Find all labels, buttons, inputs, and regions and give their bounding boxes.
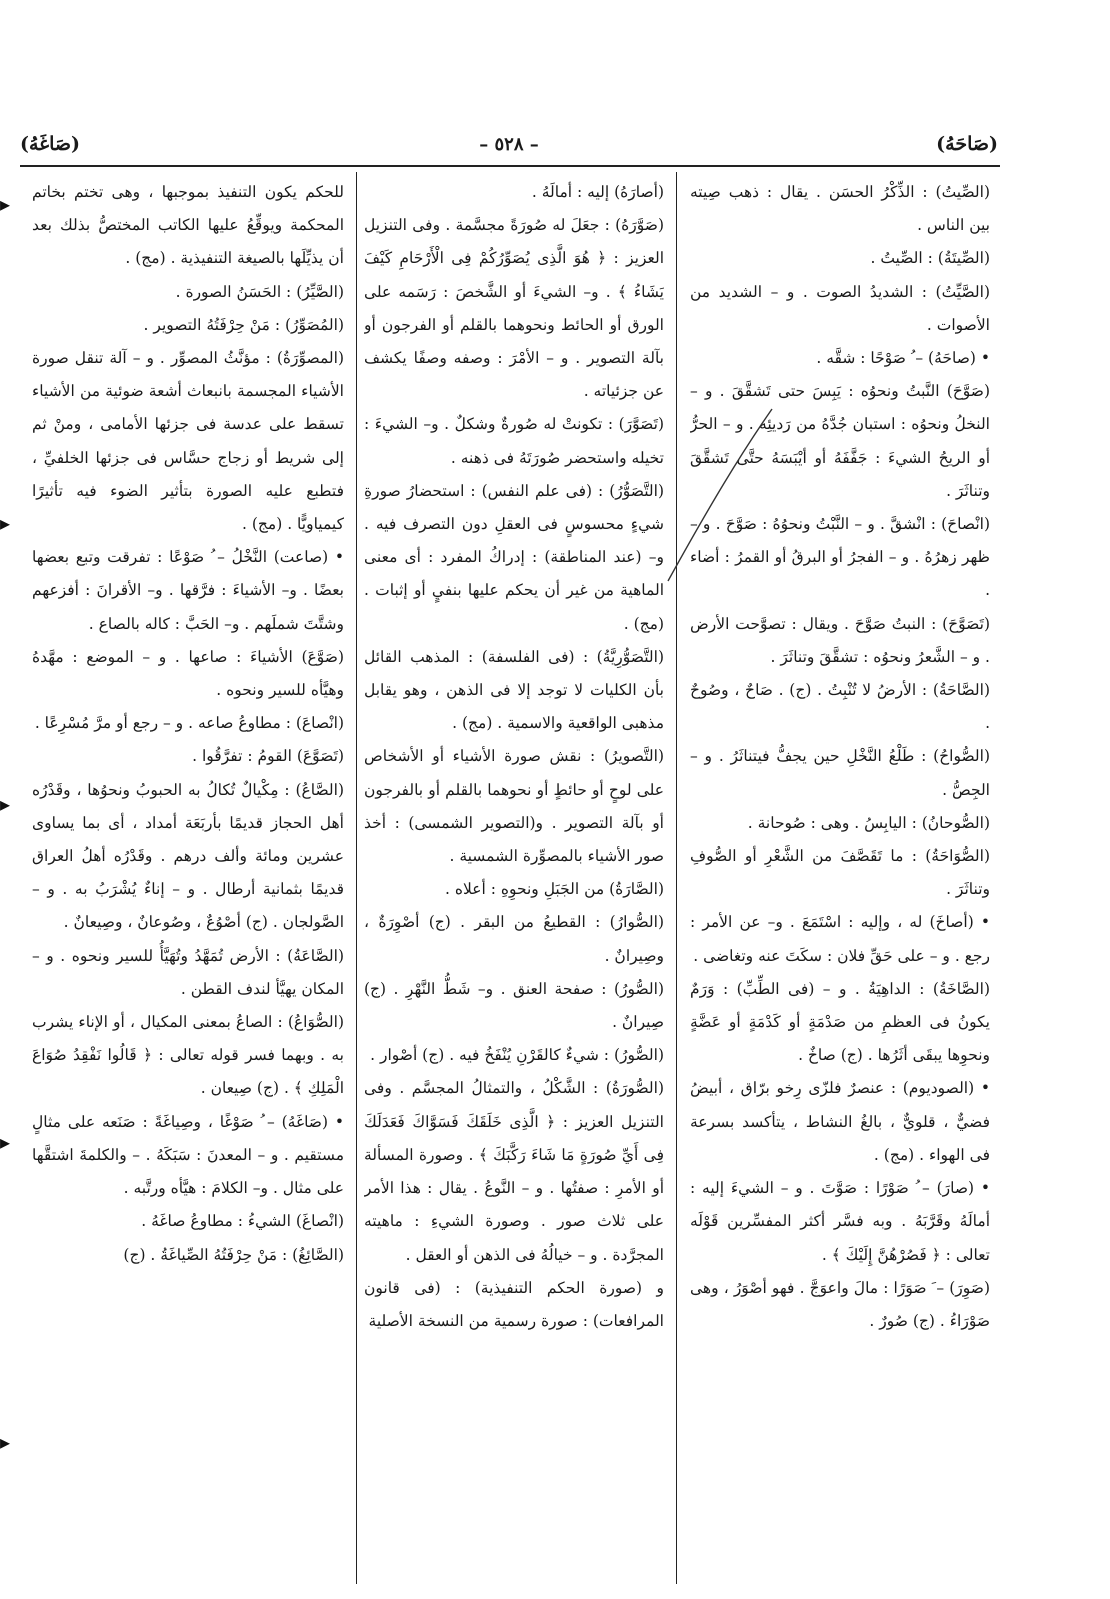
column-middle <box>364 176 664 1588</box>
column-divider <box>356 172 357 1584</box>
entry: (انْصاغَ) الشيءُ : مطاوعُ صاغَهُ . <box>141 1212 344 1231</box>
column-divider <box>676 172 677 1584</box>
entry: (الصِّيتَةُ) : الصِّيتُ . <box>870 249 990 268</box>
entry: (الصُّوارُ) : القطيعُ من البقر . (ج) أصْوِرَةٌ ، وصِيرانٌ . <box>364 913 664 965</box>
entry: (الصُّورُ) : صفحة العنق . و– شَطُّ النَّهْرِ . (ج) صِيرانٌ . <box>364 979 664 1032</box>
entry: (الصُّورُ) : شيءٌ كالقَرْنِ يُنْفَخُ فيه . (ج) أصْوار . <box>370 1046 664 1065</box>
entry: (انْصاعَ) : مطاوعُ صاعه . و – رجع أو مرَّ مُسْرِعًا . <box>34 714 344 733</box>
entry: (التَّصَوُّرِيَّةُ) : (فى الفلسفة) : المذهب القائل بأن الكليات لا توجد إلا فى الذهن ، وهو يقابل مذهبى الواقعية والاسمية . (مج) . <box>364 647 664 733</box>
entry: (الصُّوَاعُ) : الصاعُ بمعنى المكيال ، أو الإناء يشرب به . وبهما فسر قوله تعالى : ﴿ قَالُوا نَفْقِدُ صُوَاعَ الْمَلِكِ ﴾ . (ج) صِيعان . <box>32 1013 344 1098</box>
column-left <box>32 176 344 1588</box>
page-header <box>20 124 998 164</box>
entry: (التَّصَوُّرُ) : (فى علم النفس) : استحضارُ صورةِ شيءٍ محسوسٍ فى العقلِ دون التصرف فيه . و– (عند المناطقة) : إدراكُ المفرد : أى معنى الماهية من غير أن يحكم عليها بنفيٍ أو إثبات . (مج) . <box>364 481 664 633</box>
entry: (الصِّيتُ) : الذِّكْرُ الحسَن . يقال : ذهب صِيته بين الناس . <box>690 183 990 235</box>
page-number: – ٥٢٨ – <box>479 133 539 155</box>
entry: • (صارَ) – ُ صَوْرًا : صَوَّتَ . و – الشيءَ إليه : أمالَهُ وقَرَّبَهُ . وبه فسَّر أكثر المفسِّرين قَوْلَه تعالى : ﴿ فَصُرْهُنَّ إِلَيْكَ ﴾ . <box>690 1179 990 1264</box>
entry: (صَوِرَ) – َ صَوَرًا : مالَ واعوَجَّ . فهو أصْوَرُ ، وهى صَوْرَاءُ . (ج) صُورٌ . <box>690 1278 990 1330</box>
entry: للحكم يكون التنفيذ بموجبها ، وهى تختم بخاتم المحكمة ويوقِّعُ عليها الكاتب المختصُّ بذلك بعد أن يذيِّلَها بالصيغة التنفيذية . (مج) . <box>32 183 344 268</box>
entry: • (صاحَهُ) – ُ صَوْحًا : شقَّه . <box>816 349 990 368</box>
entry: (التَّصويرُ) : نقش صورة الأشياء أو الأشخاص على لوحٍ أو حائطٍ أو نحوهما بالقلم أو بالفرجون أو بآلة التصوير . و(التصوير الشمسى) : أخذ صور الأشياء بالمصوِّرة الشمسية . <box>364 747 664 866</box>
entry: (صَوَّرَهُ) : جعَلَ له صُورَةً مجسَّمة . وفى التنزيل العزيز : ﴿ هُوَ الَّذِى يُصَوِّرُكُمْ فِى الْأَرْحَامِ كَيْفَ يَشَاءُ ﴾ . و– الشيءَ أو الشَّخصَ : رَسَمه على الورق أو الحائط ونحوهما بالقلم أو الفرجون أو بآلة التصوير . و – الأمْرَ : وصفه وصفًا يكشف عن جزئياته . <box>364 216 664 401</box>
entry: • (صَاغَهُ) – ُ صَوْغًا ، وصِياغَةً : صَنَعه على مثالٍ مستقيم . و – المعدنَ : سَبَكَهُ . – والكلمةَ اشتقَّها على مثال . و– الكلامَ : هيَّأه ورتَّبه . <box>32 1112 344 1198</box>
column-right <box>690 176 990 1588</box>
entry: (الصَّائِغُ) : مَنْ حِرْفَتُهُ الصِّياغَةُ . (ج) <box>123 1245 344 1264</box>
binding-mark-icon: ▸ <box>0 192 11 216</box>
entry: • (الصوديوم) : عنصرٌ فلزّى رِخو برّاق ، أبيضُ فضيٌّ ، قلويٌّ ، بالغُ النشاط ، يتأكسد بسرعة فى الهواء . (مج) . <box>690 1079 990 1164</box>
entry: (تَصَوَّحَ) : النبتُ صَوَّحَ . ويقال : تصوَّحت الأرض . و – الشَّعرُ ونحوُه : تشقَّقَ وتناثَرَ . <box>690 614 990 666</box>
entry: و (صورة الحكم التنفيذية) : (فى قانون المرافعات) : صورة رسمية من النسخة الأصلية <box>364 1278 664 1330</box>
entry: (أصارَهُ) إليه : أمالَهُ . <box>531 183 664 201</box>
binding-mark-icon: ▸ <box>0 792 11 816</box>
entry: (الصَّيِّرُ) : الحَسَنُ الصورة . <box>175 282 344 301</box>
header-right-word: (صَاحَهُ) <box>936 133 998 155</box>
pen-stroke-mark <box>660 405 780 585</box>
entry: (الصُّوَاحَةُ) : ما تَقَصَّفَ من الشَّعْرِ أو الصُّوفِ وتناثَرَ . <box>690 847 990 899</box>
entry: (تَصَوَّرَ) : تكونتْ له صُورةٌ وشكلٌ . و– الشيءَ : تخيله واستحضر صُورَتَهُ فى ذهنه . <box>364 415 664 467</box>
entry: (الصُّورَةُ) : الشَّكْلُ ، والتمثالُ المجسَّم . وفى التنزيل العزيز : ﴿ الَّذِى خَلَقَكَ فَسَوَّاكَ فَعَدَلَكَ فِى أَيِّ صُورَةٍ مَا شَاءَ رَكَّبَكَ ﴾ . وصورة المسألة أو الأمرِ : صفتُها . و – النَّوعُ . يقال : هذا الأمر على ثلاث صور . وصورة الشيءِ : ماهيته المجرَّدة . و – خيالُهُ فى الذهن أو العقل . <box>364 1079 664 1264</box>
entry: (المُصَوِّرُ) : مَنْ حِرْفَتُهُ التصوير . <box>143 315 344 334</box>
binding-mark-icon: ▸ <box>0 1130 11 1154</box>
entry: (الصُّوحانُ) : اليابِسُ . وهى : صُوحانة . <box>747 813 990 832</box>
entry: (الصَّاحَةُ) : الأرضُ لا تُنْبِتُ . (ج) . صَاحٌ ، وصُوحٌ . <box>690 681 990 733</box>
binding-mark-icon: ▸ <box>0 1430 11 1454</box>
entry: (صَوَّعَ) الأشياءَ : صاعها . و – الموضع : مهَّدهُ وهيَّأه للسير ونحوه . <box>32 647 344 700</box>
entry: (المصوِّرَةُ) : مؤنَّثُ المصوِّر . و – آلة تنقل صورة الأشياء المجسمة بانبعاث أشعة ضوئية من الأشياء تسقط على عدسة فى جزئها الأمامى ، ومنْ ثم إلى شريط أو زجاج حسَّاس فى جزئها الخلفيِّ ، فتطبع عليه الصورة بتأثير الضوء فيه تأثيرًا كيمياويًّا . (مج) . <box>32 349 344 534</box>
entry: • (صاعت) النَّخْلُ – ُ صَوْعًا : تفرقت وتبع بعضها بعضًا . و– الأشياءَ : فرَّقها . و– الأقرانَ : أفزعهم وشتَّتَ شملَهم . و– الحَبَّ : كاله بالصاع . <box>32 548 344 633</box>
header-left-word: (صَاغَهُ) <box>20 133 81 155</box>
entry: (الصَّاعُ) : مِكْيالٌ تُكالُ به الحبوبُ ونحوُها ، وقَدْرُه أهل الحجاز قديمًا بأربَعَة أمداد ، أى بما يساوى عشرين ومائة وألف درهم . وقَدْرُه أهلُ العراق قديمًا بثمانية أرطال . و – إناءٌ يُشْرَبُ به . و – الصَّولجان . (ج) أصْوُعٌ ، وصُوعانٌ ، وصِيعانٌ . <box>32 780 344 932</box>
entry: (الصَّيِّتُ) : الشديدُ الصوت . و – الشديد من الأصوات . <box>690 282 990 334</box>
entry: (الصَّارَةُ) من الجَبَلِ ونحوِهِ : أعلاه . <box>444 880 664 899</box>
entry: (صَوَّحَ) النَّبتُ ونحوُه : يَبِسَ حتى تَشقَّقَ . و – النخلُ ونحوُه : استبان جُدَّهُ من رَديئِه . و – الحرُّ أو الريحُ الشيءَ : جَفَّفَهُ أو أيْبَسَهُ حتَّى تَشقَّقَ وتناثَرَ . <box>690 382 990 500</box>
entry: (الصَّاعَةُ) : الأرض تُمَهَّدُ وتُهَيَّأُ للسير ونحوه . و – المكان يهيَّأ لندف القطن . <box>32 946 344 998</box>
entry: (الصَّاخَةُ) : الداهِيَةُ . و – (فى الطِّبِّ) : وَرَمٌ يكونُ فى العظمِ من صَدْمَةٍ أو كَدْمَةٍ أو عَضَّةٍ ونحوِها يبقَى أثَرُها . (ج) صاخٌ . <box>690 979 990 1065</box>
entry: • (أصاخَ) له ، وإليه : اسْتَمَعَ . و– عن الأمر : رجع . و – على حَقِّ فلان : سكَتَ عنه وتغاضى . <box>690 913 990 965</box>
entry: (انْصاحَ) : انْشقَّ . و – النَّبْتُ ونحوُهُ : صَوَّحَ . و – ظهر زهرُهُ . و – الفجرُ أو البرقُ أو القمرُ : أضاء . <box>690 515 990 600</box>
header-rule <box>20 165 1000 167</box>
entry: (الصُّواحُ) : طَلْعُ النَّخْلِ حين يجفُّ فيتناثَرُ . و – الجِصُّ . <box>690 747 990 799</box>
binding-mark-icon: ▸ <box>0 511 11 535</box>
entry: (تَصَوَّعَ) القومُ : تفرَّقُوا . <box>192 747 344 766</box>
